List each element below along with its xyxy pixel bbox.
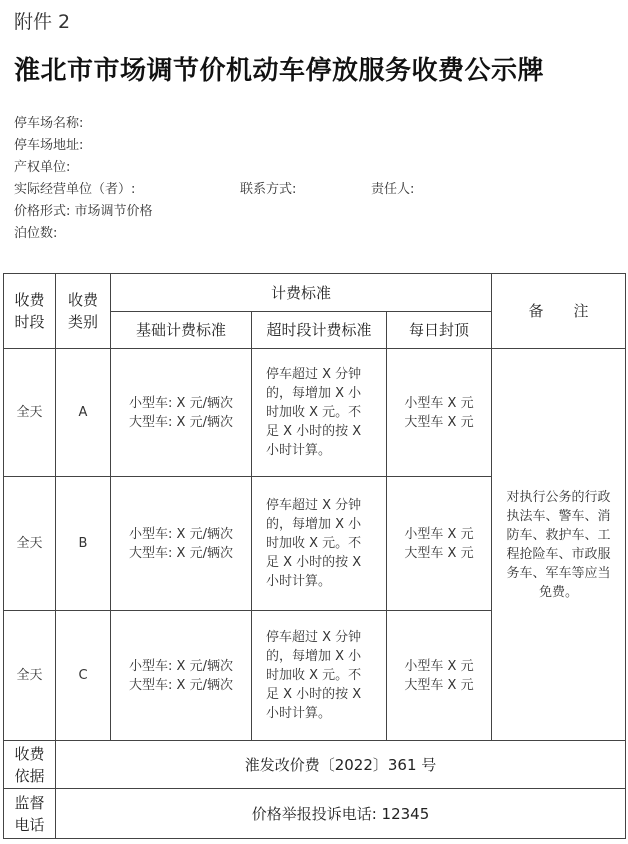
owner-label: 产权单位: <box>14 160 71 175</box>
category-cell: B <box>56 477 111 611</box>
basis-value: 淮发改价费〔2022〕361 号 <box>56 741 626 789</box>
operator-label: 实际经营单位（者）: <box>14 182 136 197</box>
period-cell: 全天 <box>4 477 56 611</box>
responsible-label: 责任人: <box>371 182 415 197</box>
header-remarks: 备 注 <box>492 274 626 349</box>
supervision-label: 监督 电话 <box>4 789 56 839</box>
contact-label: 联系方式: <box>240 182 297 197</box>
header-base: 基础计费标准 <box>111 312 252 349</box>
berths-label: 泊位数: <box>14 226 58 241</box>
period-cell: 全天 <box>4 611 56 741</box>
header-daily-cap: 每日封顶 <box>387 312 492 349</box>
remarks-cell: 对执行公务的行政执法车、警车、消防车、救护车、工程抢险车、市政服务车、军车等应当免费。 <box>492 349 626 741</box>
document-title: 淮北市市场调节价机动车停放服务收费公示牌 <box>14 56 545 86</box>
attachment-label: 附件 2 <box>14 11 71 33</box>
category-cell: A <box>56 349 111 477</box>
parking-name-label: 停车场名称: <box>14 116 84 131</box>
overtime-rate-cell: 停车超过 X 分钟的，每增加 X 小时加收 X 元。不足 X 小时的按 X 小时计算。 <box>252 611 387 741</box>
basis-label: 收费 依据 <box>4 741 56 789</box>
base-rate-cell: 小型车: X 元/辆次 大型车: X 元/辆次 <box>111 349 252 477</box>
parking-address-label: 停车场地址: <box>14 138 84 153</box>
header-category: 收费 类别 <box>56 274 111 349</box>
overtime-rate-cell: 停车超过 X 分钟的，每增加 X 小时加收 X 元。不足 X 小时的按 X 小时计算。 <box>252 349 387 477</box>
daily-cap-cell: 小型车 X 元 大型车 X 元 <box>387 611 492 741</box>
supervision-phone: 价格举报投诉电话: 12345 <box>56 789 626 839</box>
table-row <box>4 349 626 477</box>
period-cell: 全天 <box>4 349 56 477</box>
price-form-label: 价格形式: 市场调节价格 <box>14 204 153 219</box>
category-cell: C <box>56 611 111 741</box>
header-period: 收费 时段 <box>4 274 56 349</box>
daily-cap-cell: 小型车 X 元 大型车 X 元 <box>387 349 492 477</box>
header-overtime: 超时段计费标准 <box>252 312 387 349</box>
fee-table <box>3 273 626 839</box>
base-rate-cell: 小型车: X 元/辆次 大型车: X 元/辆次 <box>111 611 252 741</box>
base-rate-cell: 小型车: X 元/辆次 大型车: X 元/辆次 <box>111 477 252 611</box>
header-standard: 计费标准 <box>111 274 492 312</box>
daily-cap-cell: 小型车 X 元 大型车 X 元 <box>387 477 492 611</box>
overtime-rate-cell: 停车超过 X 分钟的，每增加 X 小时加收 X 元。不足 X 小时的按 X 小时计算。 <box>252 477 387 611</box>
